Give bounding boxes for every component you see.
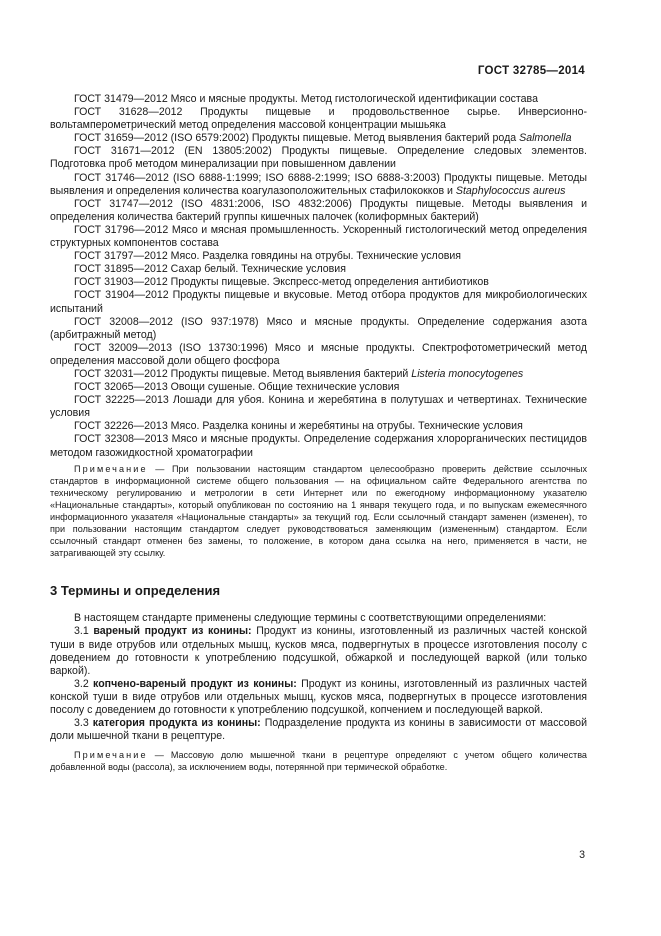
organism-name: Listeria monocytogenes: [411, 367, 524, 380]
normative-references-list: [50, 93, 587, 460]
reference-item: ГОСТ 32225—2013 Лошади для убоя. Конина и жеребятина в полутушах и четвертинах. Технические условия: [50, 394, 587, 420]
term-definition: [50, 625, 587, 677]
note-text: — При пользовании настоящим стандартом целесообразно проверить действие ссылочных стандартов в информационной системе общего пользования — на официальном сайте Федерального агентства по техническому регулированию и метрологии в сети Интернет или по ежегодному информационному указателю «Национальные стандарты», который опубликован по состоянию на 1 января текущего года, и по выпускам ежемесячного информационного указателя «Национальные стандарты» за текущий год. Если ссылочный стандарт заменен (изменен), то при пользовании настоящим стандартом следует руководствоваться заменяющим (измененным) стандартом. Если ссылочный стандарт отменен без замены, то положение, в котором дана ссылка на него, применяется в части, не затрагивающей эту ссылку.: [50, 463, 587, 559]
term-definition: [50, 717, 587, 743]
term-number: 3.2: [74, 677, 89, 690]
reference-item: ГОСТ 31904—2012 Продукты пищевые и вкусовые. Метод отбора продуктов для микробиологических испытаний: [50, 289, 587, 315]
organism-name: Salmonella: [519, 132, 572, 145]
reference-item: ГОСТ 31671—2012 (EN 13805:2002) Продукты пищевые. Определение следовых элементов. Подготовка проб методом минерализации при повышенном давлении: [50, 145, 587, 171]
reference-item: ГОСТ 31747—2012 (ISO 4831:2006, ISO 4832:2006) Продукты пищевые. Методы выявления и определения количества бактерий группы кишечных палочек (колиформных бактерий): [50, 197, 587, 223]
reference-item: ГОСТ 31903—2012 Продукты пищевые. Экспресс-метод определения антибиотиков: [74, 276, 489, 289]
document-header-id: ГОСТ 32785—2014: [477, 65, 585, 77]
term-name: вареный продукт из конины:: [93, 625, 252, 638]
note-paragraph: [50, 749, 587, 773]
reference-item: [50, 368, 587, 381]
reference-item: ГОСТ 31796—2012 Мясо и мясная промышленность. Ускоренный гистологический метод определения структурных компонентов состава: [50, 223, 587, 250]
reference-item: ГОСТ 32009—2013 (ISO 13730:1996) Мясо и мясные продукты. Спектрофотометрический метод определения массовой доли общего фосфора: [50, 341, 587, 367]
term-name: категория продукта из конины:: [92, 717, 261, 730]
reference-text: ГОСТ 31746—2012 (ISO 6888-1:1999; ISO 6888-2:1999; ISO 6888-3:2003) Продукты пищевые. Методы выявления и определения количества коагулазоположительных стафилококков и: [50, 171, 587, 197]
note-text: — Массовую долю мышечной ткани в рецептуре определяют с учетом общего количества добавленной воды (рассола), за исключением воды, потерянной при термической обработке.: [50, 750, 587, 773]
term-text: Подразделение продукта из конины в зависимости от массовой доли мышечной ткани в рецептуре.: [50, 717, 587, 743]
page-content: [50, 93, 587, 774]
term-name: копчено-вареный продукт из конины:: [93, 677, 297, 690]
note-label: Примечание: [74, 463, 148, 474]
reference-item: ГОСТ 31628—2012 Продукты пищевые и продовольственное сырье. Инверсионно-вольтамперометрический метод определения массовой концентрации мышьяка: [50, 106, 587, 132]
reference-item: [50, 172, 587, 198]
reference-item: ГОСТ 31797—2012 Мясо. Разделка говядины на отрубы. Технические условия: [74, 250, 462, 263]
note-label: Примечание: [74, 750, 148, 761]
section-intro: В настоящем стандарте применены следующие термины с соответствующими определениями:: [74, 612, 547, 625]
term-number: 3.1: [74, 625, 89, 638]
term-definition: [50, 678, 587, 717]
reference-item: ГОСТ 31895—2012 Сахар белый. Технические условия: [74, 263, 346, 276]
reference-item: ГОСТ 32226—2013 Мясо. Разделка конины и жеребятины на отрубы. Технические условия: [74, 420, 523, 433]
reference-text: ГОСТ 31659—2012 (ISO 6579:2002) Продукты пищевые. Метод выявления бактерий рода: [74, 132, 517, 145]
references-note: [50, 463, 587, 560]
reference-item: ГОСТ 31479—2012 Мясо и мясные продукты. Метод гистологической идентификации состава: [74, 93, 538, 105]
note-paragraph: [50, 463, 587, 560]
reference-item: ГОСТ 32008—2012 (ISO 937:1978) Мясо и мясные продукты. Определение содержания азота (арбитражный метод): [50, 315, 587, 341]
section-heading: 3 Термины и определения: [50, 583, 221, 599]
reference-text: ГОСТ 32031—2012 Продукты пищевые. Метод выявления бактерий: [74, 367, 409, 380]
term-text: Продукт из конины, изготовленный из различных частей конской туши в виде отрубов или отдельных мышц, кусков мяса, подвергнутых в процессе изготовления посолу с доведением до готовности к употреблению подсушкой, обжаркой и последующей варкой (или только варкой).: [50, 625, 587, 677]
term-number: 3.3: [74, 717, 89, 730]
page-number: 3: [579, 849, 585, 861]
reference-item: ГОСТ 32065—2013 Овощи сушеные. Общие технические условия: [74, 381, 400, 394]
terms-note: [50, 749, 587, 773]
organism-name: Staphylococcus aureus: [455, 184, 566, 197]
reference-item: [50, 132, 587, 145]
term-text: Продукт из конины, изготовленный из различных частей конской туши в виде отрубов или отдельных мышц, кусков мяса, подвергнутых в процессе изготовления посолу с доведением до готовности к употреблению подсушкой, копчением и последующей варкой.: [50, 677, 587, 717]
reference-item: ГОСТ 32308—2013 Мясо и мясные продукты. Определение содержания хлорорганических пестицидов методом газожидкостной хроматографии: [50, 433, 587, 459]
